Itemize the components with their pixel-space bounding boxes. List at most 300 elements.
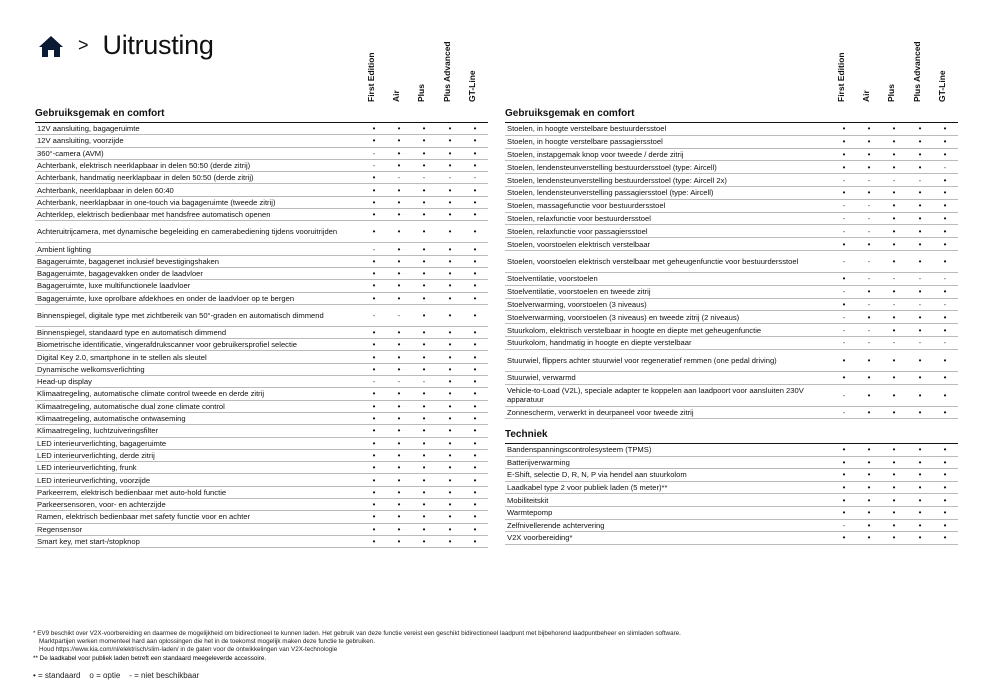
standard-dot: •	[473, 281, 477, 291]
standard-dot: •	[943, 355, 947, 365]
standard-dot: •	[448, 524, 452, 534]
table-row	[35, 450, 488, 462]
standard-dot: •	[422, 124, 426, 134]
column-header	[938, 32, 950, 102]
standard-dot: •	[422, 293, 426, 303]
standard-dot: •	[473, 500, 477, 510]
standard-dot: •	[422, 340, 426, 350]
table-row	[505, 161, 958, 174]
not-available-dash: -	[892, 274, 896, 284]
column-header	[443, 32, 455, 102]
standard-dot: •	[448, 401, 452, 411]
standard-dot: •	[473, 136, 477, 146]
standard-dot: •	[473, 401, 477, 411]
footnotes	[33, 630, 681, 663]
feature-label: V2X voorbereiding*	[507, 533, 573, 543]
standard-dot: •	[867, 390, 871, 400]
column-header-label: First Edition	[366, 52, 376, 102]
standard-dot: •	[422, 197, 426, 207]
not-available-dash: -	[842, 256, 846, 266]
column-header-label: Plus Advanced	[442, 41, 452, 102]
footnote-v2x-3: Houd https://www.kia.com/nl/elektrisch/slim-laden/ in de gaten voor de ontwikkelingen van V2X-technologie	[39, 646, 338, 654]
standard-dot: •	[397, 185, 401, 195]
standard-dot: •	[397, 401, 401, 411]
feature-table	[505, 443, 958, 545]
standard-dot: •	[867, 483, 871, 493]
standard-dot: •	[842, 124, 846, 134]
table-row	[35, 327, 488, 339]
standard-dot: •	[372, 537, 376, 547]
not-available-dash: -	[372, 244, 376, 254]
page-title: Uitrusting	[102, 30, 214, 60]
standard-dot: •	[422, 310, 426, 320]
standard-dot: •	[397, 210, 401, 220]
standard-dot: •	[372, 340, 376, 350]
standard-dot: •	[842, 445, 846, 455]
table-row	[35, 474, 488, 486]
standard-dot: •	[473, 487, 477, 497]
standard-dot: •	[422, 463, 426, 473]
standard-dot: •	[867, 457, 871, 467]
standard-dot: •	[448, 340, 452, 350]
standard-dot: •	[943, 470, 947, 480]
table-row	[35, 524, 488, 536]
table-row	[505, 251, 958, 273]
standard-dot: •	[397, 438, 401, 448]
column-header-label: Plus Advanced	[912, 41, 922, 102]
standard-dot: •	[372, 438, 376, 448]
standard-dot: •	[842, 508, 846, 518]
standard-dot: •	[422, 210, 426, 220]
feature-label: Stoelen, relaxfunctie voor passagiersstoel	[507, 226, 648, 236]
footnote-v2x-2: Marktpartijen werken momenteel hard aan oplossingen die het in de toekomst mogelijk maken deze functie te gebruiken.	[39, 638, 376, 646]
standard-dot: •	[842, 239, 846, 249]
not-available-dash: -	[842, 201, 846, 211]
feature-label: Laadkabel type 2 voor publiek laden (5 meter)**	[507, 483, 668, 493]
table-row	[505, 225, 958, 238]
standard-dot: •	[473, 524, 477, 534]
standard-dot: •	[448, 475, 452, 485]
not-available-dash: -	[842, 213, 846, 223]
standard-dot: •	[842, 470, 846, 480]
standard-dot: •	[397, 463, 401, 473]
standard-dot: •	[397, 537, 401, 547]
feature-label: LED interieurverlichting, frunk	[37, 463, 137, 473]
standard-dot: •	[448, 537, 452, 547]
not-available-dash: -	[867, 256, 871, 266]
standard-dot: •	[397, 340, 401, 350]
feature-label: Stoelen, lendensteunverstelling passagiersstoel (type: Aircell)	[507, 188, 714, 198]
standard-dot: •	[372, 197, 376, 207]
standard-dot: •	[397, 414, 401, 424]
standard-dot: •	[422, 136, 426, 146]
feature-label: Stoelen, in hoogte verstelbare bestuurdersstoel	[507, 124, 667, 134]
standard-dot: •	[422, 450, 426, 460]
standard-dot: •	[892, 355, 896, 365]
table-row	[35, 209, 488, 221]
standard-dot: •	[918, 355, 922, 365]
standard-dot: •	[943, 520, 947, 530]
standard-dot: •	[867, 312, 871, 322]
standard-dot: •	[397, 124, 401, 134]
standard-dot: •	[842, 483, 846, 493]
feature-label: Binnenspiegel, standaard type en automatisch dimmend	[37, 328, 227, 337]
standard-dot: •	[842, 457, 846, 467]
table-row	[505, 324, 958, 337]
standard-dot: •	[918, 124, 922, 134]
not-available-dash: -	[892, 338, 896, 348]
standard-dot: •	[867, 407, 871, 417]
standard-dot: •	[397, 524, 401, 534]
feature-label: LED interieurverlichting, bagageruimte	[37, 438, 167, 448]
standard-dot: •	[892, 508, 896, 518]
standard-dot: •	[842, 188, 846, 198]
feature-label: 12V aansluiting, voorzijde	[37, 136, 124, 146]
column-header-label: First Edition	[836, 52, 846, 102]
standard-dot: •	[867, 355, 871, 365]
table-row	[505, 174, 958, 187]
feature-label: Klimaatregeling, automatische ontwaseming	[37, 414, 186, 424]
not-available-dash: -	[372, 161, 376, 171]
feature-label: Vehicle-to-Load (V2L), speciale adapter te koppelen aan laadpoort voor aansluiten 230V apparatuur	[507, 386, 804, 405]
feature-label: Bagageruimte, bagagenet inclusief bevestigingshaken	[37, 256, 219, 266]
feature-label: Bagageruimte, luxe oprolbare afdekhoes en onder de laadvloer op te bergen	[37, 293, 295, 303]
standard-dot: •	[448, 185, 452, 195]
column-header	[887, 32, 899, 102]
standard-dot: •	[943, 256, 947, 266]
not-available-dash: -	[842, 312, 846, 322]
standard-dot: •	[448, 500, 452, 510]
standard-dot: •	[943, 495, 947, 505]
table-row	[35, 351, 488, 363]
standard-dot: •	[473, 310, 477, 320]
standard-dot: •	[372, 185, 376, 195]
feature-label: Klimaatregeling, luchtzuiveringsfilter	[37, 426, 159, 436]
feature-label: Bagageruimte, luxe multifunctionele laadvloer	[37, 281, 191, 291]
column-header-label: Plus	[416, 84, 426, 102]
standard-dot: •	[448, 463, 452, 473]
standard-dot: •	[943, 407, 947, 417]
table-row	[505, 273, 958, 286]
standard-dot: •	[372, 269, 376, 279]
standard-dot: •	[397, 364, 401, 374]
feature-label: Achterklep, elektrisch bedienbaar met handsfree automatisch openen	[37, 210, 271, 220]
standard-dot: •	[397, 500, 401, 510]
feature-label: Regensensor	[37, 524, 83, 534]
standard-dot: •	[473, 269, 477, 279]
standard-dot: •	[397, 269, 401, 279]
table-row	[505, 187, 958, 200]
footnote-cable: ** De laadkabel voor publiek laden betreft een standaard meegeleverde accessoire.	[33, 654, 267, 662]
not-available-dash: -	[422, 173, 426, 183]
standard-dot: •	[943, 124, 947, 134]
standard-dot: •	[397, 328, 401, 337]
standard-dot: •	[422, 244, 426, 254]
standard-dot: •	[473, 463, 477, 473]
standard-dot: •	[422, 537, 426, 547]
standard-dot: •	[867, 124, 871, 134]
standard-dot: •	[372, 487, 376, 497]
standard-dot: •	[892, 162, 896, 172]
standard-dot: •	[372, 281, 376, 291]
feature-label: Parkeerrem, elektrisch bedienbaar met auto-hold functie	[37, 487, 227, 497]
table-row	[505, 337, 958, 350]
standard-dot: •	[397, 161, 401, 171]
standard-dot: •	[842, 137, 846, 147]
feature-label: Stoelverwarming, voorstoelen (3 niveaus) en tweede zitrij (2 niveaus)	[507, 312, 740, 322]
not-available-dash: -	[422, 377, 426, 387]
standard-dot: •	[842, 162, 846, 172]
section-title: Techniek	[505, 429, 548, 440]
standard-dot: •	[448, 210, 452, 220]
table-row	[35, 172, 488, 184]
standard-dot: •	[473, 389, 477, 399]
standard-dot: •	[918, 373, 922, 383]
standard-dot: •	[918, 162, 922, 172]
standard-dot: •	[867, 445, 871, 455]
standard-dot: •	[918, 213, 922, 223]
table-row	[35, 376, 488, 388]
table-row	[505, 385, 958, 407]
standard-dot: •	[422, 256, 426, 266]
table-row	[35, 462, 488, 474]
standard-dot: •	[918, 239, 922, 249]
feature-label: Zonnescherm, verwerkt in deurpaneel voor tweede zitrij	[507, 407, 694, 417]
table-row	[35, 293, 488, 305]
standard-dot: •	[918, 407, 922, 417]
table-row	[35, 339, 488, 351]
standard-dot: •	[422, 487, 426, 497]
standard-dot: •	[918, 137, 922, 147]
standard-dot: •	[943, 390, 947, 400]
standard-dot: •	[422, 185, 426, 195]
standard-dot: •	[372, 227, 376, 237]
feature-label: Stoelen, lendensteunverstelling bestuurdersstoel (type: Aircell 2x)	[507, 175, 727, 185]
standard-dot: •	[867, 533, 871, 543]
standard-dot: •	[892, 495, 896, 505]
standard-dot: •	[422, 328, 426, 337]
table-row	[505, 299, 958, 312]
right-table	[505, 30, 958, 419]
standard-dot: •	[422, 414, 426, 424]
standard-dot: •	[842, 533, 846, 543]
not-available-dash: -	[473, 173, 477, 183]
standard-dot: •	[448, 148, 452, 158]
standard-dot: •	[473, 161, 477, 171]
table-row	[35, 305, 488, 327]
standard-dot: •	[448, 414, 452, 424]
standard-dot: •	[372, 500, 376, 510]
standard-dot: •	[473, 414, 477, 424]
standard-dot: •	[372, 364, 376, 374]
table-row	[505, 494, 958, 507]
column-header-label: Plus	[886, 84, 896, 102]
not-available-dash: -	[372, 377, 376, 387]
column-header	[417, 32, 429, 102]
feature-label: Smart key, met start-/stopknop	[37, 537, 140, 547]
feature-label: Achterbank, handmatig neerklapbaar in delen 50:50 (derde zitrij)	[37, 173, 254, 183]
table-row	[35, 256, 488, 268]
standard-dot: •	[372, 475, 376, 485]
standard-dot: •	[448, 352, 452, 362]
standard-dot: •	[943, 201, 947, 211]
standard-dot: •	[842, 274, 846, 284]
standard-dot: •	[892, 445, 896, 455]
standard-dot: •	[448, 256, 452, 266]
standard-dot: •	[892, 256, 896, 266]
standard-dot: •	[918, 508, 922, 518]
standard-dot: •	[397, 293, 401, 303]
standard-dot: •	[473, 450, 477, 460]
standard-dot: •	[867, 149, 871, 159]
standard-dot: •	[943, 226, 947, 236]
standard-dot: •	[892, 470, 896, 480]
standard-dot: •	[473, 124, 477, 134]
table-row	[505, 311, 958, 324]
standard-dot: •	[918, 312, 922, 322]
table-row	[505, 532, 958, 545]
standard-dot: •	[892, 312, 896, 322]
table-row	[505, 200, 958, 213]
breadcrumb-separator: >	[78, 35, 89, 55]
standard-dot: •	[918, 457, 922, 467]
column-header	[837, 32, 849, 102]
feature-label: Stoelen, massagefunctie voor bestuurdersstoel	[507, 201, 666, 211]
table-row	[505, 444, 958, 457]
standard-dot: •	[892, 201, 896, 211]
not-available-dash: -	[867, 213, 871, 223]
standard-dot: •	[397, 487, 401, 497]
standard-dot: •	[422, 475, 426, 485]
standard-dot: •	[448, 377, 452, 387]
section-title: Gebruiksgemak en comfort	[35, 108, 165, 119]
standard-dot: •	[943, 533, 947, 543]
standard-dot: •	[422, 389, 426, 399]
standard-dot: •	[448, 438, 452, 448]
standard-dot: •	[918, 483, 922, 493]
standard-dot: •	[473, 475, 477, 485]
standard-dot: •	[448, 244, 452, 254]
standard-dot: •	[943, 457, 947, 467]
table-row	[505, 457, 958, 470]
table-row	[505, 350, 958, 372]
standard-dot: •	[422, 512, 426, 522]
feature-table	[505, 122, 958, 419]
feature-label: Stuurkolom, handmatig in hoogte en diepte verstelbaar	[507, 338, 692, 348]
standard-dot: •	[867, 520, 871, 530]
table-row	[35, 243, 488, 255]
standard-dot: •	[372, 328, 376, 337]
standard-dot: •	[372, 463, 376, 473]
table-row	[35, 221, 488, 243]
standard-dot: •	[943, 287, 947, 297]
standard-dot: •	[448, 310, 452, 320]
feature-label: 12V aansluiting, bagageruimte	[37, 124, 140, 134]
standard-dot: •	[918, 287, 922, 297]
standard-dot: •	[892, 325, 896, 335]
not-available-dash: -	[397, 173, 401, 183]
standard-dot: •	[892, 520, 896, 530]
standard-dot: •	[422, 438, 426, 448]
feature-label: 360°-camera (AVM)	[37, 148, 104, 158]
standard-dot: •	[842, 495, 846, 505]
feature-label: Klimaatregeling, automatische dual zone climate control	[37, 401, 225, 411]
not-available-dash: -	[892, 299, 896, 309]
feature-label: Ramen, elektrisch bedienbaar met safety functie voor en achter	[37, 512, 251, 522]
table-row	[505, 507, 958, 520]
feature-table	[35, 122, 488, 548]
standard-dot: •	[842, 355, 846, 365]
column-header-label: Air	[861, 90, 871, 102]
column-headers	[35, 32, 488, 102]
feature-label: Achterbank, neerklapbaar in delen 60:40	[37, 185, 174, 195]
feature-label: Stoelverwarming, voorstoelen (3 niveaus)	[507, 299, 647, 309]
standard-dot: •	[448, 293, 452, 303]
standard-dot: •	[448, 227, 452, 237]
standard-dot: •	[448, 364, 452, 374]
standard-dot: •	[372, 136, 376, 146]
standard-dot: •	[892, 373, 896, 383]
standard-dot: •	[372, 352, 376, 362]
standard-dot: •	[422, 281, 426, 291]
standard-dot: •	[943, 188, 947, 198]
standard-dot: •	[892, 213, 896, 223]
table-row	[505, 469, 958, 482]
standard-dot: •	[372, 414, 376, 424]
not-available-dash: -	[397, 310, 401, 320]
feature-label: E-Shift, selectie D, R, N, P via hendel aan stuurkolom	[507, 470, 687, 480]
not-available-dash: -	[867, 201, 871, 211]
feature-label: Digital Key 2.0, smartphone in te stellen als sleutel	[37, 352, 207, 362]
standard-dot: •	[397, 450, 401, 460]
standard-dot: •	[918, 390, 922, 400]
not-available-dash: -	[842, 338, 846, 348]
standard-dot: •	[943, 312, 947, 322]
feature-label: Ambient lighting	[37, 244, 92, 254]
standard-dot: •	[867, 188, 871, 198]
feature-label: Binnenspiegel, digitale type met zichtbereik van 50°-graden en automatisch dimmend	[37, 310, 324, 320]
standard-dot: •	[918, 470, 922, 480]
table-row	[35, 148, 488, 160]
column-header-label: GT-Line	[467, 70, 477, 102]
standard-dot: •	[473, 185, 477, 195]
standard-dot: •	[943, 137, 947, 147]
standard-dot: •	[918, 188, 922, 198]
standard-dot: •	[473, 328, 477, 337]
standard-dot: •	[448, 426, 452, 436]
standard-dot: •	[397, 512, 401, 522]
feature-label: Biometrische identificatie, vingerafdrukscanner voor gebruikersprofiel selectie	[37, 340, 298, 350]
column-header	[913, 32, 925, 102]
standard-dot: •	[943, 483, 947, 493]
standard-dot: •	[892, 239, 896, 249]
section-title: Gebruiksgemak en comfort	[505, 108, 635, 119]
table-row	[35, 364, 488, 376]
column-header-label: Air	[391, 90, 401, 102]
feature-label: Stuurwiel, verwarmd	[507, 373, 576, 383]
table-row	[505, 149, 958, 162]
standard-dot: •	[892, 137, 896, 147]
standard-dot: •	[892, 533, 896, 543]
standard-dot: •	[892, 149, 896, 159]
standard-dot: •	[842, 149, 846, 159]
standard-dot: •	[892, 124, 896, 134]
feature-label: Stoelventilatie, voorstoelen	[507, 274, 598, 284]
column-header	[862, 32, 874, 102]
table-row	[505, 286, 958, 299]
standard-dot: •	[372, 512, 376, 522]
table-row	[35, 280, 488, 292]
